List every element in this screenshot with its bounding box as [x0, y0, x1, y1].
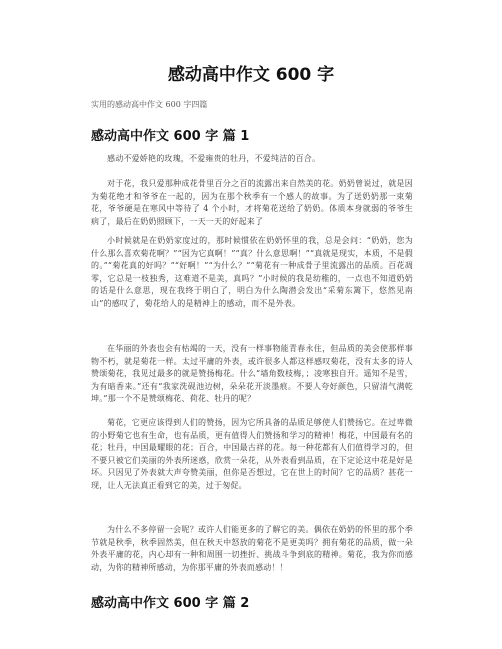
section-heading-2: 感动高中作文 600 字 篇 2: [91, 596, 250, 611]
section-heading-1: 感动高中作文 600 字 篇 1: [91, 129, 250, 144]
paragraph: 对于花，我只爱那种成花骨里百分之百的流露出来自然美的花。奶奶曾说过，就是因为菊花绝才和爷爷在一起的，因为在那个秋季有一个感人的故事。为了送奶奶那一束菊花，爷爷硬是在寒风中等待了 4 个小时，才将菊花送给了奶奶。体质本身就弱的爷爷生病了，最后在奶奶照顾下，一天一天的好起来了: [91, 179, 413, 226]
paragraph: 在华丽的外表也会有枯竭的一天，没有一样事物能青春永住，但品质的美会使那样事物不朽，就是菊花一样。太过平庸的外表，或许很多人都这样感叹菊花，没有太多的诗人赞颂菊花，我见过最多的就是赞扬梅花。什么“墙角数枝梅，；凌寒独自开。遥知不是雪，为有暗香来。”还有“我家洗砚池边树，朵朵花开淡墨痕。不要人夸好颜色，只留清气满乾坤。”那一个不是赞颂梅花、荷花、牡丹的呢？: [91, 344, 413, 404]
document-title: 感动高中作文 600 字: [167, 65, 335, 85]
paragraph: 感动不爱娇艳的玫瑰，不爱雍贵的牡丹，不爱纯洁的百合。: [107, 154, 321, 163]
paragraph: 为什么不多停留一会呢？或许人们能更多的了解它的美。偶依在奶奶的怀里的那个季节就是秋季，秋季固然美，但在秋天中怒放的菊花不是更美吗？拥有菊花的品质，做一朵外表平庸的花，内心却有一种和周围一切挫折、挑战斗争到底的精神。菊花，我为你而感动，为你的精神所感动，为你那平庸的外表而感动！！: [91, 525, 413, 572]
paragraph: 小时候就是在奶奶家度过的，那时候惯依在奶奶怀里的我，总是会问：“奶奶，您为什么那么喜欢菊花啊？”“因为它真啊！”“真？什么意思啊！”“真就是现实，本质，不是假的。”“菊花真的好吗？”“好啊！”“为什么？”“菊花有一种成骨子里流露出的品质。百花凋零，它总是一枝独秀，这难道不是美，真吗？”小时候的我是幼稚的，一点也不知道奶奶的话是什么意思，现在我终于明白了，明白为什么陶潜会发出“采菊东篱下，悠然见南山”的感叹了，菊花给人的是精神上的感动，而不是外表。: [91, 236, 413, 308]
document-subtitle: 实用的感动高中作文 600 字四篇: [91, 100, 208, 109]
paragraph: 菊花，它更应该得到人们的赞扬，因为它所具备的品质足够使人们赞扬它。在过卑微的小野菊它也有生命，也有品质，更有值得人们赞扬和学习的精神！梅花，中国最有名的花；牡丹，中国最耀眼的花；百合，中国最古祥的花。每一种花都有人们值得学习的，但不要只被它们美丽的外表所迷惑，欣赏一朵花，从外表看到品质，在下定论这中花是好是坏。只因见了外表就大声夸赞美丽，但你是否想过，它在世上的时间？它的品质？甚花一现，让人无法真正看到它的美，过于匆促。: [91, 418, 413, 490]
